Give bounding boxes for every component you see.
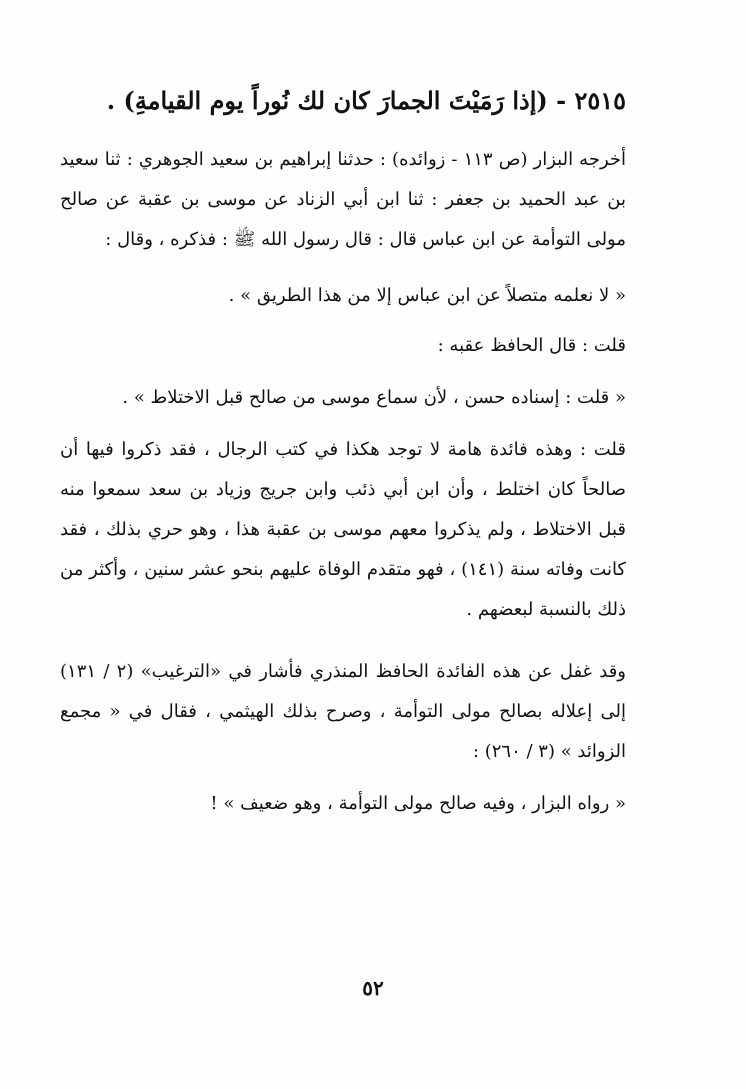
paragraph-important-benefit: قلت : وهذه فائدة هامة لا توجد هكذا في كتب الرجال ، فقد ذكروا فيها أن صالحاً كان اختلط ، وأن ابن أبي ذئب وابن جريج وزياد بن سعد سمعوا منه قبل الاختلاط ، ولم يذكروا معهم موسى بن عقبة هذا ، وهو حري بذلك ، فقد كانت وفاته سنة (١٤١) ، فهو متقدم الوفاة عليهم بنحو عشر سنين ، وأكثر من ذلك بالنسبة لبعضهم .: [60, 439, 627, 620]
quote-bazzar: « لا نعلمه متصلاً عن ابن عباس إلا من هذا الطريق » .: [228, 285, 626, 306]
page-number: ٥٢: [362, 976, 384, 1000]
hadith-heading: ٢٥١٥ - (إذا رَمَيْتَ الجمارَ كان لك نُوراً يوم القيامةِ) .: [106, 86, 626, 115]
paragraph-hafiz-note: قلت : قال الحافظ عقبه :: [437, 335, 626, 356]
quote-hafiz: « قلت : إسناده حسن ، لأن سماع موسى من صالح قبل الاختلاط » .: [122, 387, 626, 408]
paragraph-mundhiri: وقد غفل عن هذه الفائدة الحافظ المنذري فأشار في «الترغيب» (٢ / ١٣١) إلى إعلاله بصالح مولى التوأمة ، وصرح بذلك الهيثمي ، فقال في « مجمع الزوائد » (٣ / ٢٦٠) :: [60, 661, 626, 762]
paragraph-takhrij: أخرجه البزار (ص ١١٣ - زوائده) : حدثنا إبراهيم بن سعيد الجوهري : ثنا سعيد بن عبد الحميد بن جعفر : ثنا ابن أبي الزناد عن موسى بن عقبة عن صالح مولى التوأمة عن ابن عباس قال : قال رسول الله ﷺ : فذكره ، وقال :: [60, 149, 627, 250]
quote-haythami: « رواه البزار ، وفيه صالح مولى التوأمة ، وهو ضعيف » !: [210, 793, 626, 814]
